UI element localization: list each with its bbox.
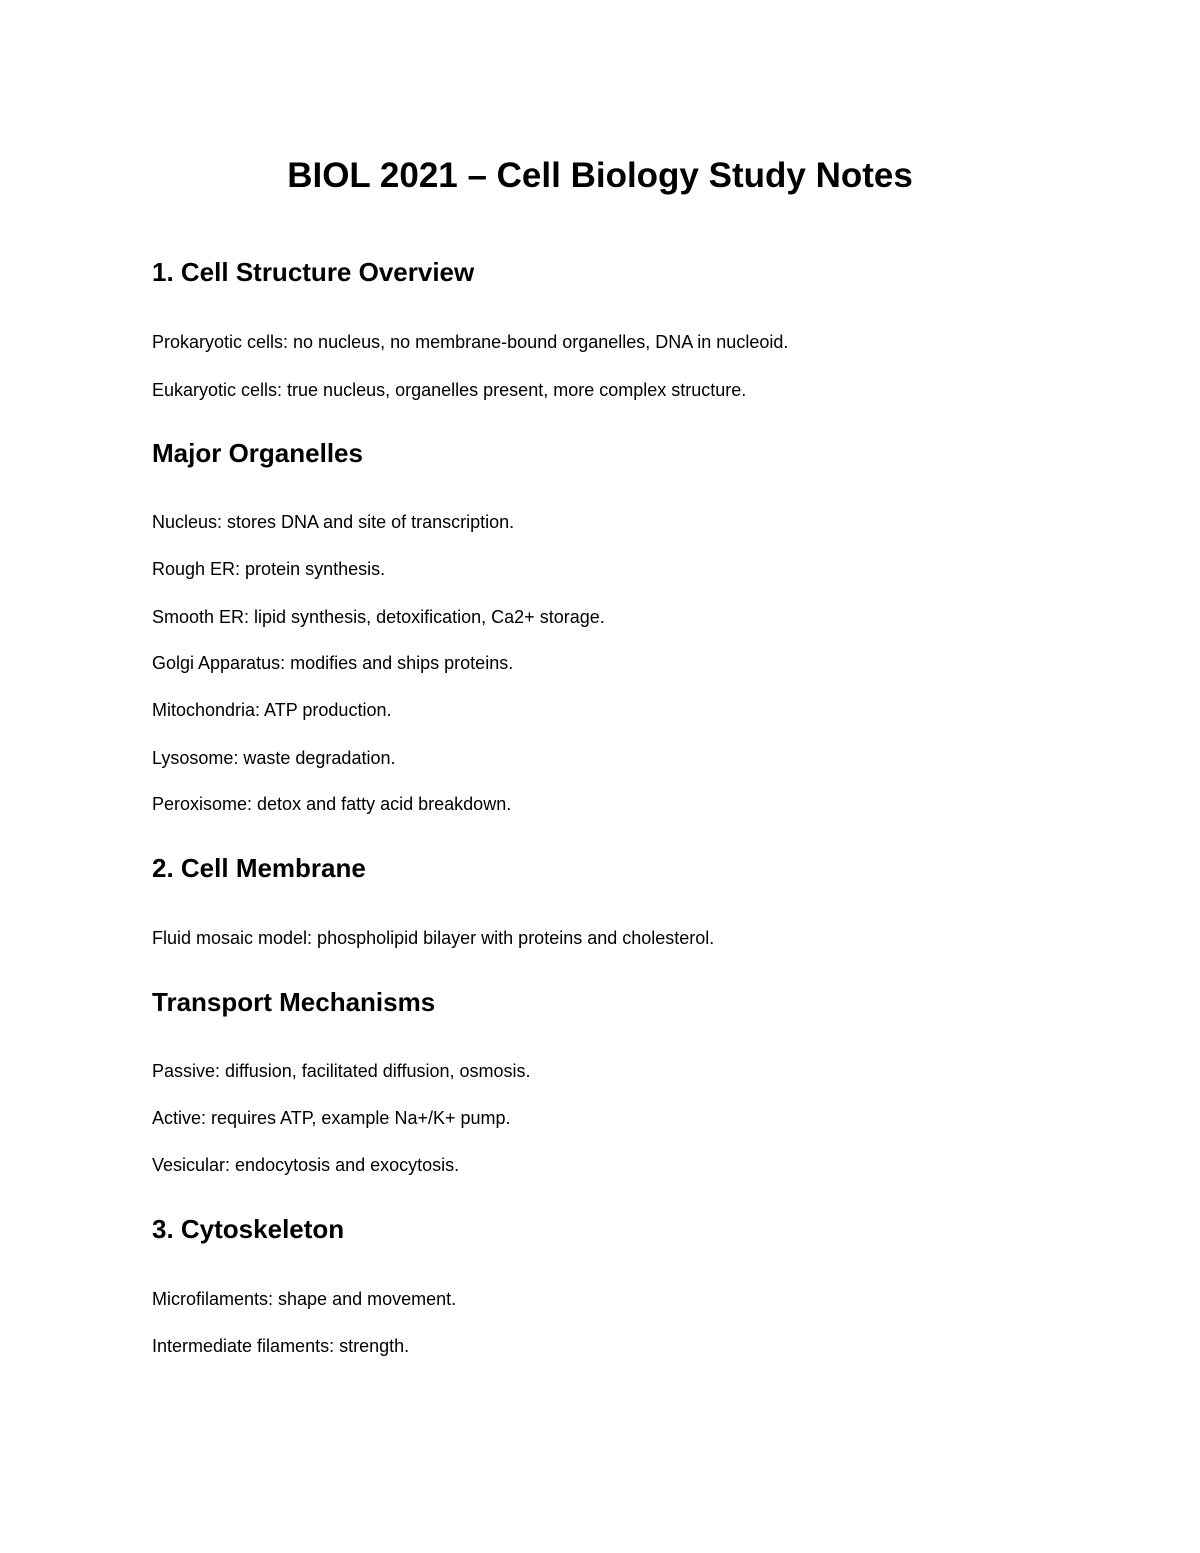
document-title: BIOL 2021 – Cell Biology Study Notes bbox=[287, 156, 913, 195]
text-line: Passive: diffusion, facilitated diffusion, osmosis. bbox=[152, 1061, 531, 1081]
text-line: Smooth ER: lipid synthesis, detoxification, Ca2+ storage. bbox=[152, 607, 605, 627]
section-heading-cell-structure: 1. Cell Structure Overview bbox=[152, 257, 475, 287]
section-heading-cytoskeleton: 3. Cytoskeleton bbox=[152, 1214, 345, 1244]
text-line: Fluid mosaic model: phospholipid bilayer with proteins and cholesterol. bbox=[152, 928, 715, 948]
text-line: Lysosome: waste degradation. bbox=[152, 748, 396, 768]
text-line: Golgi Apparatus: modifies and ships proteins. bbox=[152, 653, 514, 673]
section-heading-cell-membrane: 2. Cell Membrane bbox=[152, 853, 366, 883]
text-line: Active: requires ATP, example Na+/K+ pump. bbox=[152, 1108, 511, 1128]
text-line: Rough ER: protein synthesis. bbox=[152, 559, 386, 579]
section-heading-major-organelles: Major Organelles bbox=[152, 438, 363, 468]
text-line: Prokaryotic cells: no nucleus, no membrane-bound organelles, DNA in nucleoid. bbox=[152, 332, 789, 352]
section-heading-transport-mechanisms: Transport Mechanisms bbox=[152, 987, 436, 1017]
text-line: Intermediate filaments: strength. bbox=[152, 1336, 410, 1356]
text-line: Vesicular: endocytosis and exocytosis. bbox=[152, 1155, 460, 1175]
text-line: Nucleus: stores DNA and site of transcription. bbox=[152, 512, 515, 532]
text-line: Microfilaments: shape and movement. bbox=[152, 1289, 457, 1309]
text-line: Mitochondria: ATP production. bbox=[152, 700, 392, 720]
text-line: Eukaryotic cells: true nucleus, organelles present, more complex structure. bbox=[152, 380, 747, 400]
text-line: Peroxisome: detox and fatty acid breakdown. bbox=[152, 794, 512, 814]
